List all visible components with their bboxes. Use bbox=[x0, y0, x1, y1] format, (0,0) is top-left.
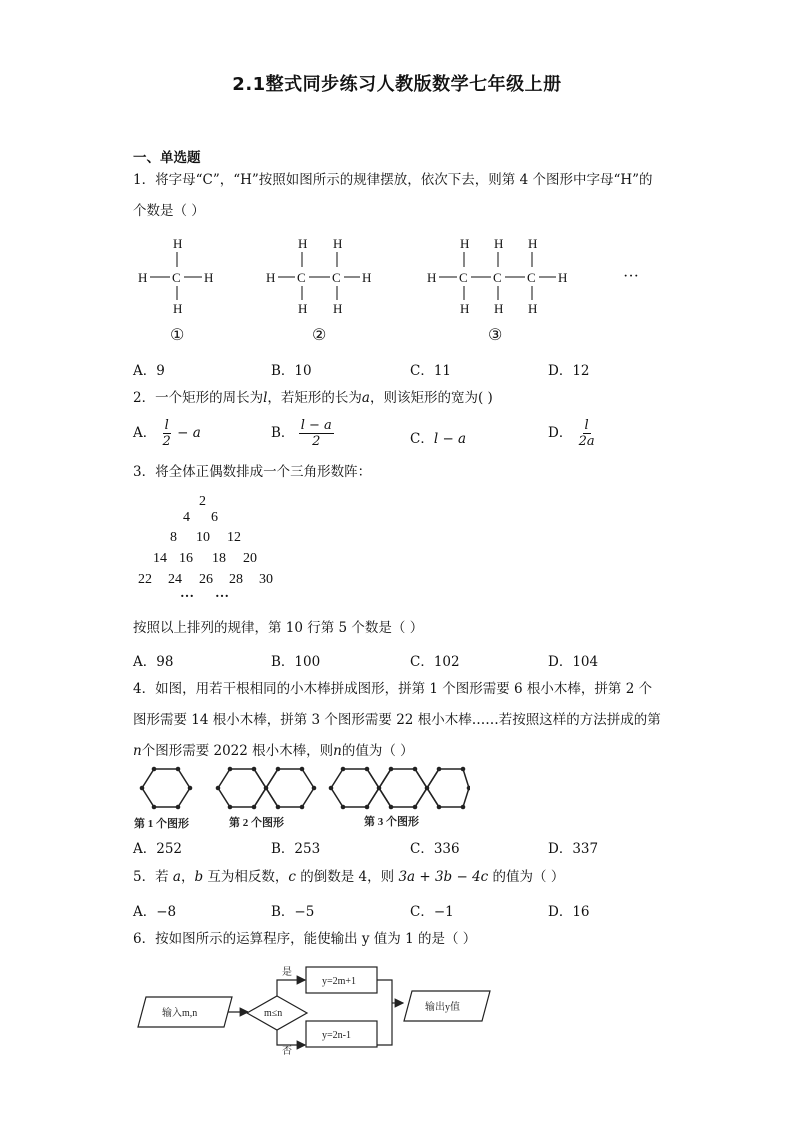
triangle-number: 14 bbox=[153, 551, 167, 566]
q1-option-d[interactable]: D．12 bbox=[548, 363, 590, 379]
molecule-1 bbox=[138, 236, 213, 344]
q5-stem: 5．若 a，b 互为相反数，c 的倒数是 4，则 3a + 3b − 4c 的值为（ ） bbox=[133, 869, 565, 885]
figure-label: 第 2 个图形 bbox=[229, 817, 284, 829]
figure-text: C bbox=[493, 270, 502, 285]
q2-option-a[interactable]: A． $\frac{l}{2}$ − a bbox=[133, 418, 201, 449]
triangle-number: 6 bbox=[211, 510, 218, 525]
figure-text: H bbox=[460, 301, 470, 316]
figure-text: C bbox=[527, 270, 536, 285]
input-label: 输入m,n bbox=[162, 1008, 198, 1019]
hexagon-shape bbox=[266, 769, 314, 807]
q3-option-d[interactable]: D．104 bbox=[548, 654, 599, 670]
atom-h: H bbox=[173, 236, 183, 251]
figure-text: C bbox=[332, 270, 341, 285]
triangle-number: 24 bbox=[168, 572, 182, 587]
figure-label: 第 3 个图形 bbox=[364, 816, 419, 828]
q6-flowchart bbox=[130, 958, 500, 1058]
atom-h: H bbox=[138, 270, 148, 285]
figure-text: H bbox=[266, 270, 276, 285]
q3-option-b[interactable]: B．100 bbox=[271, 654, 321, 670]
q4-option-a[interactable]: A．252 bbox=[133, 841, 183, 857]
yes-label: 是 bbox=[282, 967, 292, 978]
figure-text: H bbox=[528, 236, 538, 251]
molecule-2 bbox=[266, 236, 371, 344]
q1-line1: 1．将字母“C”，“H”按照如图所示的规律摆放，依次下去，则第 4 个图形中字母“H”的 bbox=[133, 172, 653, 188]
figure-label: ① bbox=[170, 327, 185, 344]
figure-text: H bbox=[528, 301, 538, 316]
q5-option-a[interactable]: A．−8 bbox=[133, 904, 177, 920]
hexagon-shape bbox=[142, 769, 190, 807]
triangle-number: 30 bbox=[259, 572, 273, 587]
q4-line3: n个图形需要 2022 根小木棒，则n的值为（ ） bbox=[133, 743, 414, 759]
triangle-number: 22 bbox=[138, 572, 152, 587]
q1-option-b[interactable]: B．10 bbox=[271, 363, 312, 379]
q1-molecule-figure bbox=[130, 232, 670, 352]
q3-option-c[interactable]: C．102 bbox=[410, 654, 460, 670]
q2-stem: 2．一个矩形的周长为l，若矩形的长为a，则该矩形的宽为( ) bbox=[133, 390, 493, 406]
continuation-dots: ··· bbox=[623, 268, 639, 285]
figure-text: H bbox=[298, 236, 308, 251]
section-heading: 一、单选题 bbox=[133, 150, 201, 166]
figure-text: H bbox=[494, 236, 504, 251]
triangle-number: 26 bbox=[199, 572, 213, 587]
figure-text: H bbox=[298, 301, 308, 316]
q4-option-d[interactable]: D．337 bbox=[548, 841, 599, 857]
figure-text: H bbox=[427, 270, 437, 285]
figure-label: ② bbox=[312, 327, 327, 344]
triangle-number: 12 bbox=[227, 530, 241, 545]
figure-text: C bbox=[297, 270, 306, 285]
page-title: 2.1整式同步练习人教版数学七年级上册 bbox=[232, 74, 562, 95]
q3-stem: 3．将全体正偶数排成一个三角形数阵： bbox=[133, 464, 372, 480]
hexagon-shape bbox=[331, 769, 379, 807]
q5-option-c[interactable]: C．−1 bbox=[410, 904, 454, 920]
molecule-3 bbox=[427, 236, 567, 344]
bottom-formula: y=2n-1 bbox=[322, 1030, 351, 1041]
triangle-dots: … bbox=[215, 586, 229, 601]
q4-line1: 4．如图，用若干根相同的小木棒拼成图形，拼第 1 个图形需要 6 根小木棒，拼第 2 个 bbox=[133, 681, 653, 697]
q3-question: 按照以上排列的规律，第 10 行第 5 个数是（ ） bbox=[133, 620, 424, 636]
triangle-number: 8 bbox=[170, 530, 177, 545]
triangle-number: 28 bbox=[229, 572, 243, 587]
hexagon-shape bbox=[427, 769, 469, 807]
triangle-number: 2 bbox=[199, 494, 206, 509]
q1-option-c[interactable]: C．11 bbox=[410, 363, 452, 379]
triangle-number: 20 bbox=[243, 551, 257, 566]
no-label: 否 bbox=[282, 1046, 292, 1057]
q5-option-d[interactable]: D．16 bbox=[548, 904, 590, 920]
q4-option-b[interactable]: B．253 bbox=[271, 841, 321, 857]
q4-option-c[interactable]: C．336 bbox=[410, 841, 460, 857]
atom-h: H bbox=[173, 301, 183, 316]
q2-option-b[interactable]: B． $\frac{l - a}{2}$ bbox=[271, 418, 332, 449]
figure-text: C bbox=[459, 270, 468, 285]
triangle-number: 10 bbox=[196, 530, 210, 545]
condition-label: m≤n bbox=[264, 1008, 283, 1019]
q6-stem: 6．按如图所示的运算程序，能使输出 y 值为 1 的是（ ） bbox=[133, 931, 477, 947]
q5-option-b[interactable]: B．−5 bbox=[271, 904, 315, 920]
q2-option-c[interactable]: C．l − a bbox=[410, 431, 467, 447]
atom-c: C bbox=[172, 270, 181, 285]
figure-text: H bbox=[333, 236, 343, 251]
q2-option-d[interactable]: D． $\frac{l}{2a}$ bbox=[548, 418, 595, 449]
triangle-number: 4 bbox=[183, 510, 190, 525]
hexagon-shape bbox=[218, 769, 266, 807]
figure-text: H bbox=[333, 301, 343, 316]
figure-label: ③ bbox=[488, 327, 503, 344]
q1-option-a[interactable]: A．9 bbox=[133, 363, 165, 379]
figure-text: H bbox=[460, 236, 470, 251]
top-formula: y=2m+1 bbox=[322, 976, 357, 987]
q3-option-a[interactable]: A．98 bbox=[133, 654, 174, 670]
q4-hexagon-figure bbox=[130, 764, 470, 832]
figure-text: H bbox=[362, 270, 372, 285]
triangle-dots: … bbox=[180, 586, 194, 601]
figure-text: H bbox=[558, 270, 568, 285]
triangle-number: 16 bbox=[179, 551, 193, 566]
hexagon-shape bbox=[379, 769, 427, 807]
figure-label: 第 1 个图形 bbox=[134, 818, 189, 830]
atom-h: H bbox=[204, 270, 214, 285]
triangle-number: 18 bbox=[212, 551, 226, 566]
q4-line2: 图形需要 14 根小木棒，拼第 3 个图形需要 22 根小木棒……若按照这样的方法拼成的第 bbox=[133, 712, 661, 728]
figure-text: H bbox=[494, 301, 504, 316]
output-label: 输出y值 bbox=[425, 1002, 460, 1013]
q1-line2: 个数是（ ） bbox=[133, 203, 205, 219]
